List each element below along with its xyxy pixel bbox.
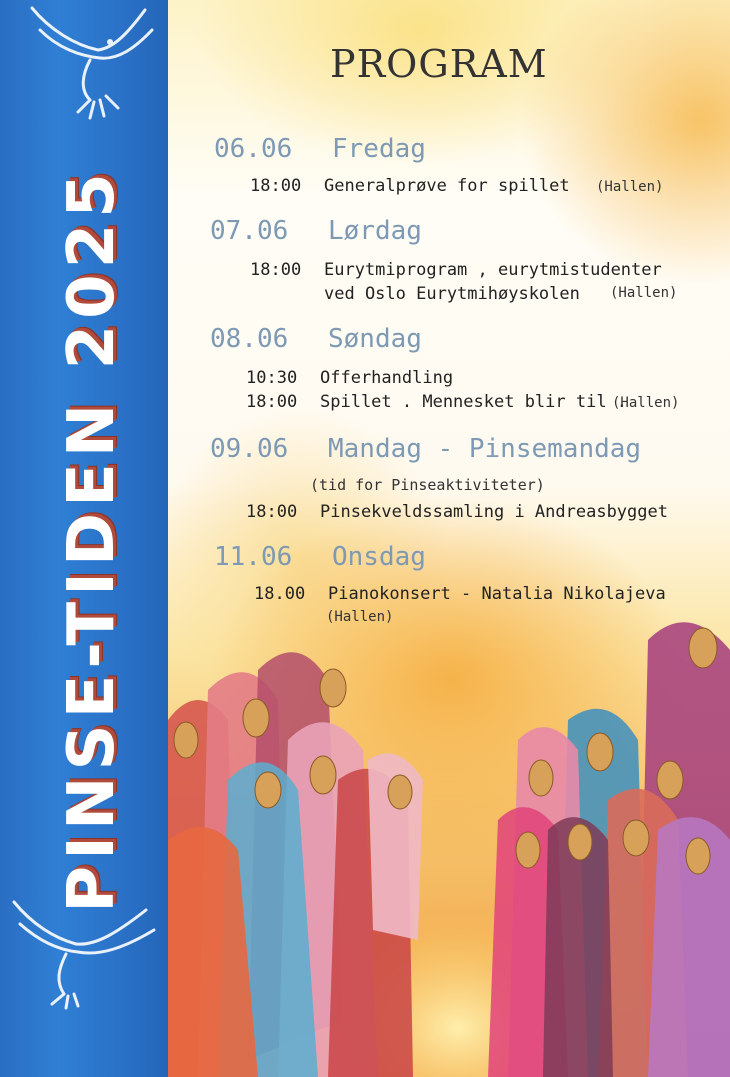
painted-figures-illustration (168, 600, 730, 1077)
dove-icon-bottom (6, 890, 162, 1010)
day-note: (tid for Pinseaktiviteter) (310, 476, 545, 494)
day-heading (210, 324, 422, 354)
day-name: Mandag - Pinsemandag (328, 434, 642, 464)
entry-text: Spillet . Mennesket blir til . (320, 392, 628, 412)
entry-text: Offerhandling (320, 368, 454, 388)
entry-time: 18:00 (246, 392, 298, 412)
dove-icon-top (20, 0, 160, 130)
day-name: Søndag (328, 324, 422, 354)
program-entry (246, 502, 668, 522)
entry-text: Pinsekveldssamling i Andreasbygget (320, 502, 668, 522)
entry-text: Eurytmiprogram , eurytmistudenter (324, 260, 662, 280)
day-date: 08.06 (210, 324, 289, 354)
entry-time: 18:00 (250, 260, 302, 280)
day-date: 09.06 (210, 434, 289, 464)
day-heading (210, 216, 422, 246)
program-entry (250, 260, 662, 280)
entry-location: (Hallen) (610, 285, 678, 301)
day-heading (214, 134, 426, 164)
entry-location: (Hallen) (326, 609, 394, 625)
entry-text: Generalprøve for spillet (324, 176, 570, 196)
day-heading (210, 434, 641, 464)
day-name: Lørdag (328, 216, 422, 246)
entry-time: 18:00 (246, 502, 298, 522)
day-date: 11.06 (214, 542, 293, 572)
entry-time: 18:00 (250, 176, 302, 196)
day-heading (214, 542, 426, 572)
program-entry (250, 176, 570, 196)
day-date: 06.06 (214, 134, 293, 164)
program-entry (246, 368, 453, 388)
entry-location: (Hallen) (596, 179, 664, 195)
banner-title: PINSE-TIDEN 2025 (55, 167, 129, 913)
entry-location: (Hallen) (612, 395, 680, 411)
side-band (0, 0, 168, 1077)
program-entry (246, 392, 627, 412)
entry-text: Pianokonsert - Natalia Nikolajeva (328, 584, 666, 604)
entry-time: 10:30 (246, 368, 298, 388)
entry-time: 18.00 (254, 584, 306, 604)
day-name: Fredag (332, 134, 426, 164)
day-name: Onsdag (332, 542, 426, 572)
day-date: 07.06 (210, 216, 289, 246)
program-heading: PROGRAM (330, 42, 548, 86)
entry-text-continued: ved Oslo Eurytmihøyskolen (324, 284, 580, 304)
